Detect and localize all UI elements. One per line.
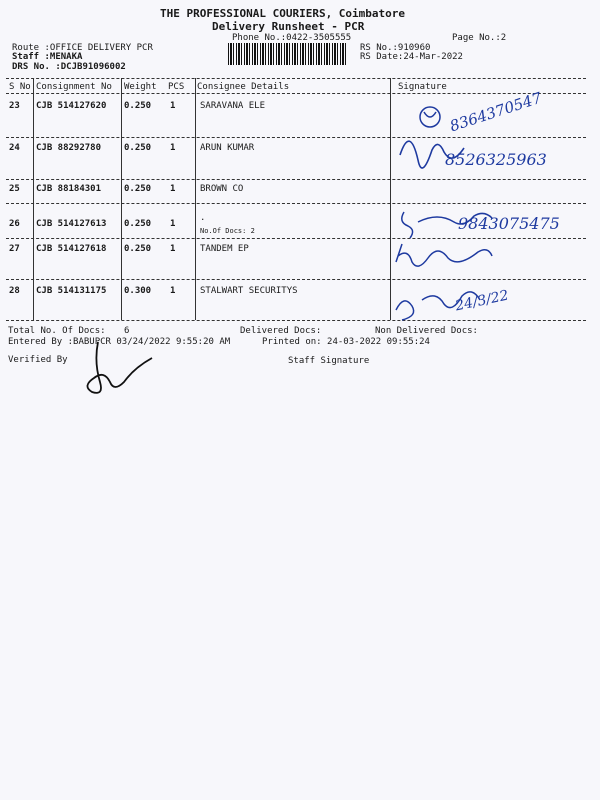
rs-date: RS Date:24-Mar-2022 [360,52,463,62]
row-weight: 0.250 [124,219,152,229]
row-consignee: TANDEM EP [200,244,249,254]
row-sno: 25 [9,184,20,194]
verifier-signature [80,338,155,400]
total-docs-value: 6 [124,326,130,336]
table-header-rule [6,93,586,94]
col-divider [195,78,196,320]
row-pcs: 1 [170,244,176,254]
row-weight: 0.250 [124,244,152,254]
handwritten-phone-4: 9843075475 [458,214,560,233]
rs-number: RS No.:910960 [360,43,431,53]
row-consignment: CJB 88292780 [36,143,102,153]
row-consignment: CJB 514127620 [36,101,107,111]
handwritten-phone-1: 8364370547 [447,88,544,136]
phone-number: Phone No.:0422-3505555 [232,33,352,43]
staff-signature: Staff Signature [288,356,370,366]
row-sno: 23 [9,101,20,111]
row-consignee: STALWART SECURITYS [200,286,298,296]
col-header-weight: Weight [124,82,157,92]
delivered-docs: Delivered Docs: [240,326,322,336]
row-consignment: CJB 514131175 [36,286,107,296]
row-sno: 28 [9,286,20,296]
runsheet-subtitle: Delivery Runsheet - PCR [212,20,365,33]
row-consignment: CJB 514127618 [36,244,107,254]
row-sno: 26 [9,219,20,229]
row-consignment: CJB 88184301 [36,184,102,194]
row-weight: 0.300 [124,286,152,296]
verified-by: Verified By [8,355,68,365]
col-header-signature: Signature [398,82,447,92]
col-divider [33,78,34,320]
row-weight: 0.250 [124,143,152,153]
row-consignment: CJB 514127613 [36,219,107,229]
row-consignee: SARAVANA ELE [200,101,266,111]
page-number: Page No.:2 [452,33,507,43]
row-pcs: 1 [170,286,176,296]
col-divider [390,78,391,320]
col-header-sno: S No [9,82,31,92]
printed-on: Printed on: 24-03-2022 09:55:24 [262,337,430,347]
row-sno: 24 [9,143,20,153]
col-header-consignee: Consignee Details [197,82,290,92]
non-delivered-docs: Non Delivered Docs: [375,326,478,336]
row-docs-note: No.Of Docs: 2 [200,227,255,235]
row-consignee: . [200,213,206,223]
handwritten-date: 24/3/22 [453,287,511,315]
row-pcs: 1 [170,143,176,153]
row-pcs: 1 [170,101,176,111]
col-header-consignment: Consignment No [36,82,112,92]
row-pcs: 1 [170,219,176,229]
staff-name: Staff :MENAKA [12,52,83,62]
company-title: THE PROFESSIONAL COURIERS, Coimbatore [160,7,406,20]
entered-by: Entered By :BABUPCR 03/24/2022 9:55:20 AM [8,337,231,347]
row-consignee: ARUN KUMAR [200,143,255,153]
barcode [228,43,348,65]
handwritten-phone-2: 8526325963 [445,150,547,169]
row-weight: 0.250 [124,184,152,194]
row-sno: 27 [9,244,20,254]
row-consignee: BROWN CO [200,184,244,194]
col-divider [121,78,122,320]
drs-number: DRS No. :DCJB91096002 [12,62,126,72]
row-weight: 0.250 [124,101,152,111]
row-pcs: 1 [170,184,176,194]
col-header-pcs: PCS [168,82,185,92]
total-docs-label: Total No. Of Docs: [8,326,106,336]
table-top-rule [6,78,586,79]
route: Route :OFFICE DELIVERY PCR [12,43,153,53]
